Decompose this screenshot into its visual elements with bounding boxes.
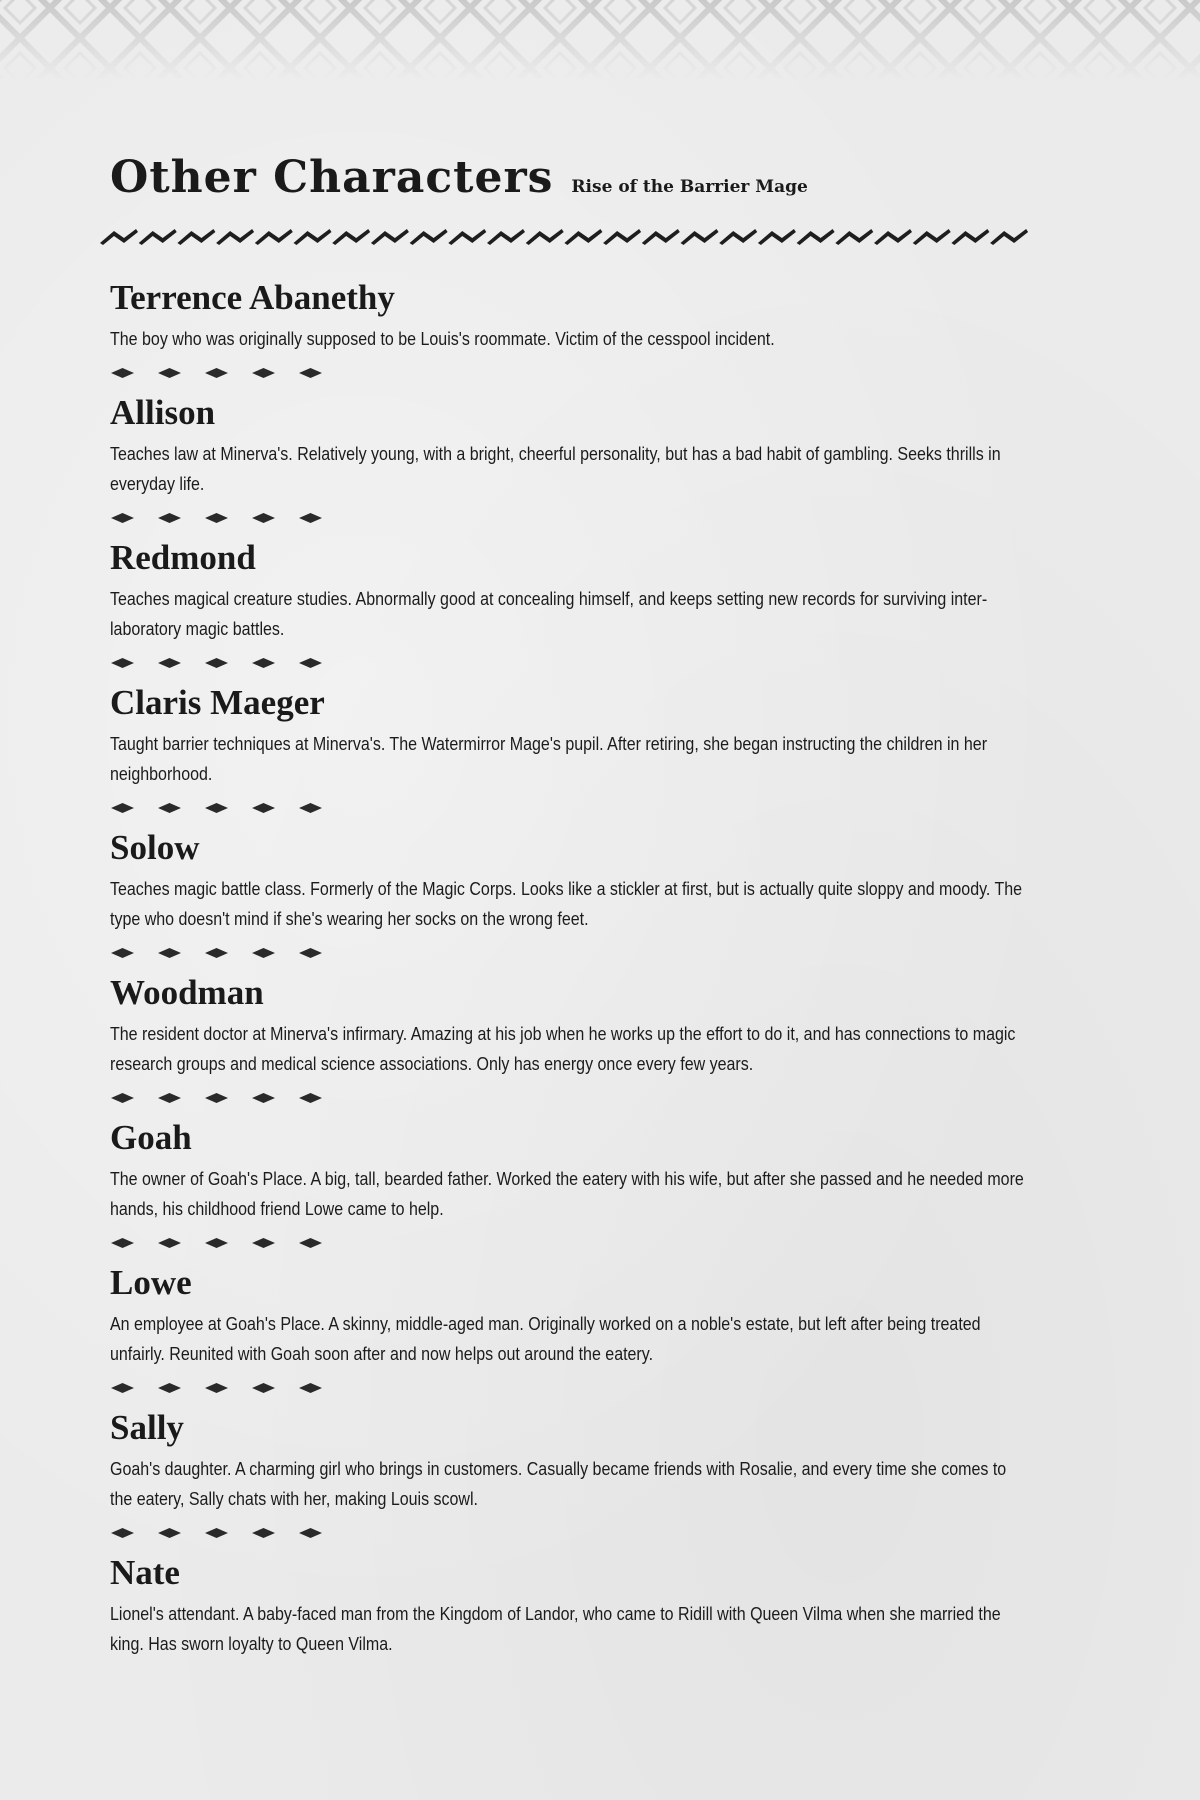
zigzag-segment [371,229,409,245]
character-entry [110,538,1030,645]
zigzag-segment [177,229,215,245]
diamond-ornament [204,367,229,379]
diamond-ornament [204,512,229,524]
page-title: Other Characters [110,152,554,203]
diamond-ornament [204,802,229,814]
diamond-ornament [204,1382,229,1394]
page-heading [110,152,808,203]
diamond-ornament [157,367,182,379]
diamond-ornament [157,947,182,959]
diamond-divider [110,1378,1030,1398]
diamond-ornament [298,367,323,379]
zigzag-segment [332,229,370,245]
character-description: Teaches law at Minerva's. Relatively young, with a bright, cheerful personality, but has a bad habit of gambling. Seeks thrills in everyday life. [110,443,1001,494]
zigzag-segment [564,229,602,245]
zigzag-segment [835,229,873,245]
zigzag-segment [410,229,448,245]
diamond-ornament [298,802,323,814]
diamond-ornament [298,1092,323,1104]
character-entry [110,278,1030,355]
diamond-ornament [110,512,135,524]
character-entry [110,973,1030,1080]
character-name: Goah [110,1117,192,1157]
character-name: Terrence Abanethy [110,278,395,317]
diamond-ornament [298,947,323,959]
diamond-lattice-ornament [0,0,1200,80]
diamond-ornament [251,367,276,379]
character-description: The resident doctor at Minerva's infirmary. Amazing at his job when he works up the effort to do it, and has connections to magic research groups and medical science associations. Only has energy once every few years. [110,1023,1016,1074]
character-description: The owner of Goah's Place. A big, tall, bearded father. Worked the eatery with his wife, but after she passed and he needed more hands, his childhood friend Lowe came to help. [110,1168,1024,1219]
diamond-ornament [298,1382,323,1394]
character-name: Solow [110,827,200,867]
diamond-divider [110,1233,1030,1253]
zigzag-segment [448,229,486,245]
diamond-divider [110,943,1030,963]
zigzag-segment [255,229,293,245]
character-description: Goah's daughter. A charming girl who brings in customers. Casually became friends with Rosalie, and every time she comes to the eatery, Sally chats with her, making Louis scowl. [110,1458,1007,1509]
zigzag-segment [603,229,641,245]
diamond-divider [110,798,1030,818]
zigzag-segment [719,229,757,245]
diamond-ornament [110,1237,135,1249]
diamond-ornament [110,947,135,959]
diamond-divider [110,508,1030,528]
character-description: An employee at Goah's Place. A skinny, middle-aged man. Originally worked on a noble's estate, but left after being treated unfairly. Reunited with Goah soon after and now helps out around the eatery. [110,1313,981,1364]
diamond-ornament [298,657,323,669]
book-subtitle: Rise of the Barrier Mage [571,177,808,197]
character-entry [110,1263,1030,1370]
character-name: Allison [110,392,216,432]
diamond-ornament [204,1527,229,1539]
diamond-ornament [110,1527,135,1539]
zigzag-segment [913,229,951,245]
diamond-divider [110,1523,1030,1543]
zigzag-segment [951,229,989,245]
zigzag-segment [139,229,177,245]
diamond-ornament [251,1092,276,1104]
character-name: Redmond [110,537,256,577]
diamond-ornament [204,947,229,959]
zigzag-segment [294,229,332,245]
diamond-divider [110,1088,1030,1108]
diamond-ornament [110,657,135,669]
zigzag-segment [216,229,254,245]
diamond-divider [110,363,1030,383]
diamond-ornament [251,512,276,524]
diamond-ornament [204,1092,229,1104]
diamond-ornament [204,1237,229,1249]
diamond-ornament [157,657,182,669]
diamond-divider [110,653,1030,673]
zigzag-segment [487,229,525,245]
diamond-ornament [204,657,229,669]
diamond-ornament [251,1527,276,1539]
diamond-ornament [110,802,135,814]
character-list [110,278,1030,1660]
character-description: Lionel's attendant. A baby-faced man from the Kingdom of Landor, who came to Ridill with Queen Vilma when she married the king. Has sworn loyalty to Queen Vilma. [110,1603,1001,1654]
character-entry [110,1118,1030,1225]
character-entry [110,828,1030,935]
diamond-ornament [251,1382,276,1394]
character-entry [110,1553,1030,1660]
diamond-ornament [157,512,182,524]
diamond-ornament [157,802,182,814]
character-name: Lowe [110,1262,192,1302]
zigzag-segment [758,229,796,245]
diamond-ornament [157,1237,182,1249]
diamond-ornament [157,1527,182,1539]
diamond-ornament [251,657,276,669]
diamond-ornament [298,1237,323,1249]
zigzag-divider-ornament [100,226,1030,248]
diamond-ornament [298,512,323,524]
diamond-ornament [251,947,276,959]
character-description: Taught barrier techniques at Minerva's. The Watermirror Mage's pupil. After retiring, she began instructing the children in her neighborhood. [110,733,988,784]
character-entry [110,393,1030,500]
character-name: Nate [110,1552,180,1592]
zigzag-segment [797,229,835,245]
character-description: Teaches magical creature studies. Abnormally good at concealing himself, and keeps setting new records for surviving inter-laboratory magic battles. [110,588,988,639]
diamond-ornament [110,1092,135,1104]
character-description: Teaches magic battle class. Formerly of the Magic Corps. Looks like a stickler at first, but is actually quite sloppy and moody. The type who doesn't mind if she's wearing her socks on the wrong feet. [110,878,1023,929]
character-description: The boy who was originally supposed to be Louis's roommate. Victim of the cesspool incident. [110,329,775,349]
zigzag-segment [100,229,138,245]
character-entry [110,683,1030,790]
zigzag-segment [990,229,1028,245]
character-name: Sally [110,1407,184,1447]
character-name: Claris Maeger [110,682,325,722]
diamond-ornament [298,1527,323,1539]
diamond-ornament [157,1092,182,1104]
zigzag-segment [526,229,564,245]
diamond-ornament [110,1382,135,1394]
diamond-ornament [251,802,276,814]
zigzag-segment [874,229,912,245]
character-name: Woodman [110,972,264,1012]
diamond-ornament [251,1237,276,1249]
diamond-ornament [110,367,135,379]
character-entry [110,1408,1030,1515]
diamond-ornament [157,1382,182,1394]
zigzag-segment [642,229,680,245]
zigzag-segment [681,229,719,245]
